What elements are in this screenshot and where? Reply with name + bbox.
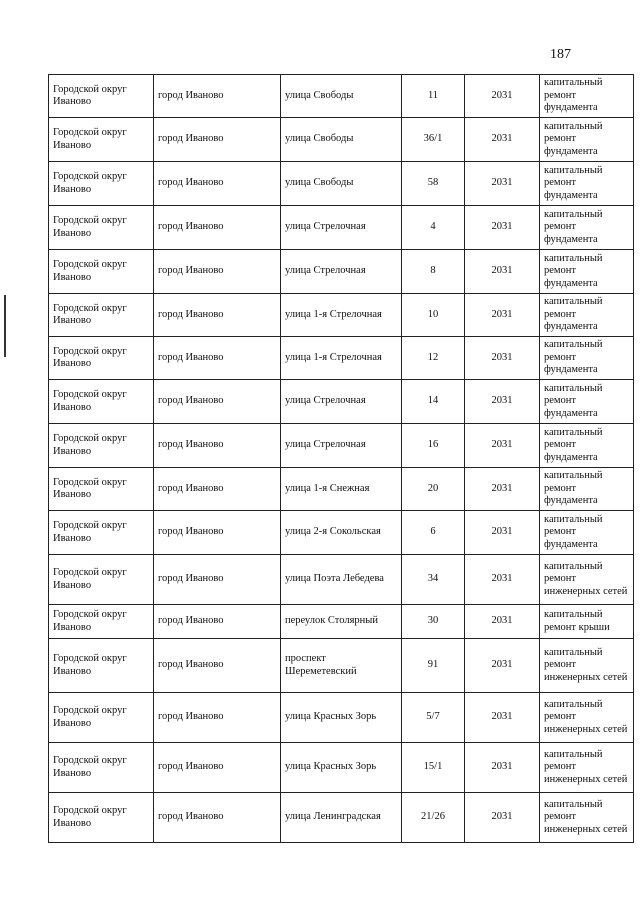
table-row xyxy=(49,424,634,468)
table-row xyxy=(49,206,634,250)
city-cell: город Иваново xyxy=(154,380,281,424)
registry-table xyxy=(48,74,634,843)
year-cell: 2031 xyxy=(465,555,540,605)
city-cell: город Иваново xyxy=(154,118,281,162)
street-cell: улица 1-я Снежная xyxy=(281,468,402,511)
street-cell: улица Поэта Лебедева xyxy=(281,555,402,605)
table-row xyxy=(49,380,634,424)
municipality-cell: Городской округ Иваново xyxy=(49,605,154,639)
work-type-cell: капитальный ремонт фундамента xyxy=(540,511,634,555)
city-cell: город Иваново xyxy=(154,693,281,743)
work-type-cell: капитальный ремонт фундамента xyxy=(540,337,634,380)
municipality-cell: Городской округ Иваново xyxy=(49,511,154,555)
house-number-cell: 8 xyxy=(402,250,465,294)
municipality-cell: Городской округ Иваново xyxy=(49,337,154,380)
street-cell: улица Стрелочная xyxy=(281,380,402,424)
table-row xyxy=(49,511,634,555)
work-type-cell: капитальный ремонт фундамента xyxy=(540,250,634,294)
city-cell: город Иваново xyxy=(154,743,281,793)
house-number-cell: 34 xyxy=(402,555,465,605)
house-number-cell: 10 xyxy=(402,294,465,337)
year-cell: 2031 xyxy=(465,743,540,793)
street-cell: улица Свободы xyxy=(281,118,402,162)
table-row xyxy=(49,294,634,337)
table-row xyxy=(49,250,634,294)
work-type-cell: капитальный ремонт фундамента xyxy=(540,380,634,424)
house-number-cell: 4 xyxy=(402,206,465,250)
work-type-cell: капитальный ремонт фундамента xyxy=(540,294,634,337)
table-row xyxy=(49,639,634,693)
city-cell: город Иваново xyxy=(154,639,281,693)
municipality-cell: Городской округ Иваново xyxy=(49,162,154,206)
house-number-cell: 11 xyxy=(402,75,465,118)
street-cell: улица 1-я Стрелочная xyxy=(281,337,402,380)
work-type-cell: капитальный ремонт фундамента xyxy=(540,206,634,250)
city-cell: город Иваново xyxy=(154,793,281,843)
year-cell: 2031 xyxy=(465,468,540,511)
city-cell: город Иваново xyxy=(154,555,281,605)
city-cell: город Иваново xyxy=(154,294,281,337)
year-cell: 2031 xyxy=(465,793,540,843)
year-cell: 2031 xyxy=(465,424,540,468)
city-cell: город Иваново xyxy=(154,162,281,206)
street-cell: улица Стрелочная xyxy=(281,206,402,250)
house-number-cell: 15/1 xyxy=(402,743,465,793)
year-cell: 2031 xyxy=(465,250,540,294)
municipality-cell: Городской округ Иваново xyxy=(49,743,154,793)
municipality-cell: Городской округ Иваново xyxy=(49,250,154,294)
work-type-cell: капитальный ремонт фундамента xyxy=(540,162,634,206)
municipality-cell: Городской округ Иваново xyxy=(49,75,154,118)
table-row xyxy=(49,162,634,206)
work-type-cell: капитальный ремонт инженерных сетей xyxy=(540,793,634,843)
municipality-cell: Городской округ Иваново xyxy=(49,206,154,250)
street-cell: улица Красных Зорь xyxy=(281,693,402,743)
margin-mark xyxy=(4,295,6,357)
street-cell: улица Свободы xyxy=(281,75,402,118)
city-cell: город Иваново xyxy=(154,75,281,118)
page-number: 187 xyxy=(550,47,571,62)
work-type-cell: капитальный ремонт фундамента xyxy=(540,75,634,118)
street-cell: улица Стрелочная xyxy=(281,424,402,468)
street-cell: проспект Шереметевский xyxy=(281,639,402,693)
year-cell: 2031 xyxy=(465,75,540,118)
registry-table-body xyxy=(49,75,634,843)
work-type-cell: капитальный ремонт инженерных сетей xyxy=(540,743,634,793)
street-cell: улица Ленинградская xyxy=(281,793,402,843)
municipality-cell: Городской округ Иваново xyxy=(49,639,154,693)
municipality-cell: Городской округ Иваново xyxy=(49,468,154,511)
table-row xyxy=(49,605,634,639)
work-type-cell: капитальный ремонт фундамента xyxy=(540,468,634,511)
year-cell: 2031 xyxy=(465,206,540,250)
house-number-cell: 20 xyxy=(402,468,465,511)
city-cell: город Иваново xyxy=(154,511,281,555)
work-type-cell: капитальный ремонт инженерных сетей xyxy=(540,639,634,693)
municipality-cell: Городской округ Иваново xyxy=(49,294,154,337)
year-cell: 2031 xyxy=(465,639,540,693)
house-number-cell: 21/26 xyxy=(402,793,465,843)
street-cell: улица 2-я Сокольская xyxy=(281,511,402,555)
table-row xyxy=(49,555,634,605)
municipality-cell: Городской округ Иваново xyxy=(49,380,154,424)
house-number-cell: 16 xyxy=(402,424,465,468)
house-number-cell: 5/7 xyxy=(402,693,465,743)
municipality-cell: Городской округ Иваново xyxy=(49,693,154,743)
street-cell: улица Красных Зорь xyxy=(281,743,402,793)
city-cell: город Иваново xyxy=(154,337,281,380)
year-cell: 2031 xyxy=(465,693,540,743)
table-row xyxy=(49,743,634,793)
house-number-cell: 12 xyxy=(402,337,465,380)
table-row xyxy=(49,118,634,162)
work-type-cell: капитальный ремонт крыши xyxy=(540,605,634,639)
city-cell: город Иваново xyxy=(154,206,281,250)
table-row xyxy=(49,75,634,118)
house-number-cell: 91 xyxy=(402,639,465,693)
city-cell: город Иваново xyxy=(154,424,281,468)
work-type-cell: капитальный ремонт фундамента xyxy=(540,118,634,162)
house-number-cell: 6 xyxy=(402,511,465,555)
municipality-cell: Городской округ Иваново xyxy=(49,424,154,468)
table-row xyxy=(49,793,634,843)
table-row xyxy=(49,468,634,511)
municipality-cell: Городской округ Иваново xyxy=(49,555,154,605)
house-number-cell: 36/1 xyxy=(402,118,465,162)
street-cell: переулок Столярный xyxy=(281,605,402,639)
year-cell: 2031 xyxy=(465,294,540,337)
year-cell: 2031 xyxy=(465,337,540,380)
house-number-cell: 14 xyxy=(402,380,465,424)
work-type-cell: капитальный ремонт инженерных сетей xyxy=(540,693,634,743)
year-cell: 2031 xyxy=(465,380,540,424)
work-type-cell: капитальный ремонт инженерных сетей xyxy=(540,555,634,605)
city-cell: город Иваново xyxy=(154,605,281,639)
work-type-cell: капитальный ремонт фундамента xyxy=(540,424,634,468)
year-cell: 2031 xyxy=(465,511,540,555)
street-cell: улица 1-я Стрелочная xyxy=(281,294,402,337)
table-row xyxy=(49,693,634,743)
year-cell: 2031 xyxy=(465,162,540,206)
table-row xyxy=(49,337,634,380)
year-cell: 2031 xyxy=(465,605,540,639)
city-cell: город Иваново xyxy=(154,468,281,511)
house-number-cell: 30 xyxy=(402,605,465,639)
street-cell: улица Свободы xyxy=(281,162,402,206)
house-number-cell: 58 xyxy=(402,162,465,206)
municipality-cell: Городской округ Иваново xyxy=(49,118,154,162)
municipality-cell: Городской округ Иваново xyxy=(49,793,154,843)
year-cell: 2031 xyxy=(465,118,540,162)
city-cell: город Иваново xyxy=(154,250,281,294)
street-cell: улица Стрелочная xyxy=(281,250,402,294)
